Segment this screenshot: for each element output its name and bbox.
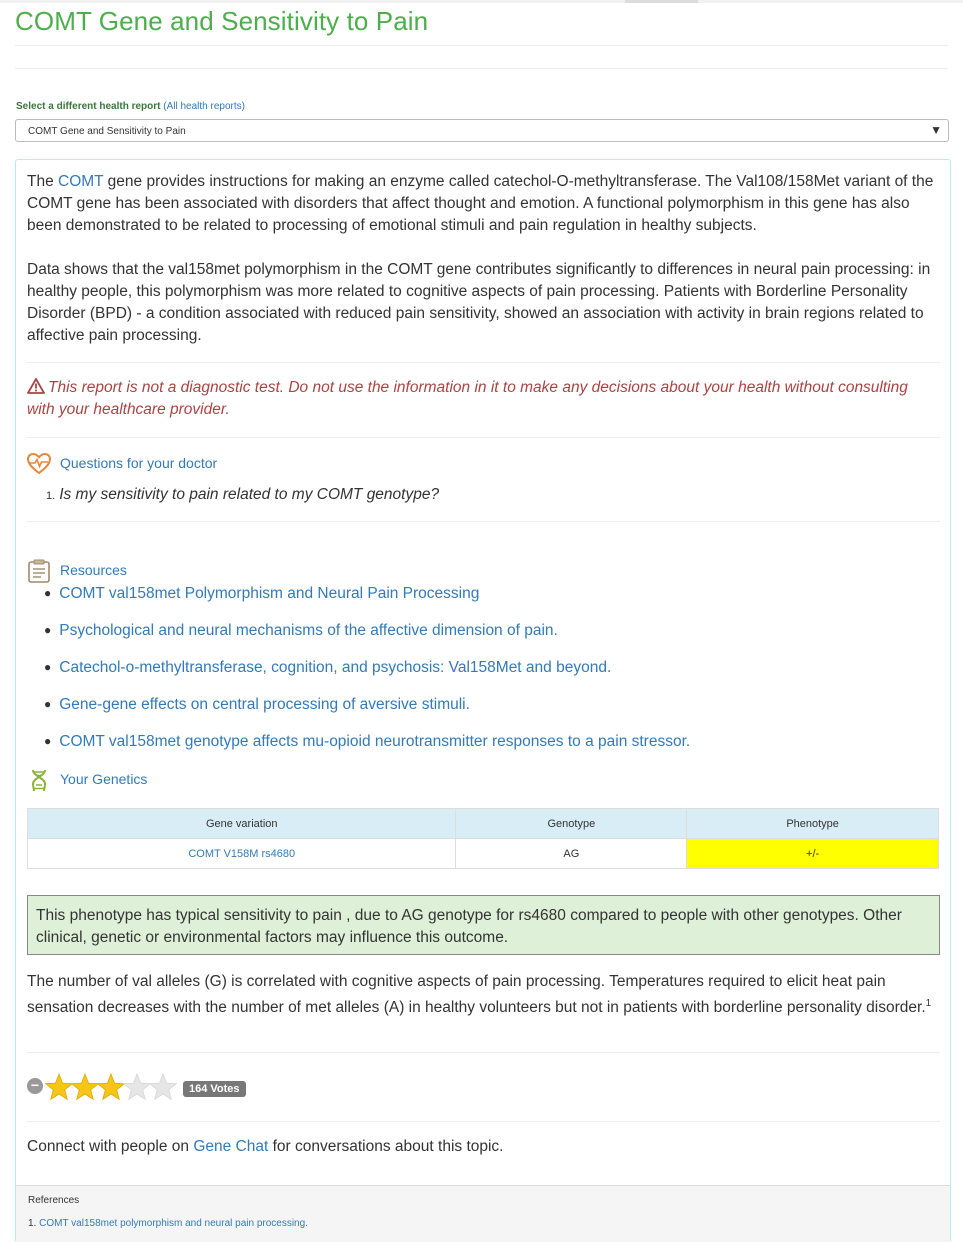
- intro-text: gene provides instructions for making an enzyme called catechol-O-methyltransferase. The Val108/158Met variant of the COMT gene has been associated with disorders that affect thought and emotion. A functional polymorphism in this gene has also been demonstrated to be related to processing of emotional stimuli and pain regulation in healthy subjects.: [27, 173, 934, 234]
- divider: [27, 521, 940, 522]
- top-bar: [0, 0, 963, 3]
- genetics-heading-label: Your Genetics: [60, 771, 148, 787]
- star-rating[interactable]: [45, 1073, 205, 1103]
- references-heading: References: [28, 1195, 80, 1206]
- star-icon-empty[interactable]: [150, 1074, 177, 1099]
- dna-icon: [27, 768, 51, 792]
- table-header-row: [28, 809, 939, 839]
- gene-chat-line: [27, 1136, 942, 1158]
- divider: [27, 362, 940, 363]
- resources-heading-label: Resources: [60, 562, 127, 578]
- bullet: ●: [44, 586, 52, 600]
- resource-link[interactable]: COMT val158met Polymorphism and Neural Pain Processing: [59, 585, 480, 602]
- minus-circle-icon[interactable]: −: [27, 1078, 43, 1094]
- divider: [27, 1052, 940, 1053]
- intro-text: The: [27, 173, 59, 190]
- clipboard-icon: [27, 559, 51, 583]
- genetics-table: [27, 808, 939, 869]
- report-select-label: [16, 101, 245, 112]
- star-icon-empty[interactable]: [124, 1074, 151, 1099]
- questions-heading-label: Questions for your doctor: [60, 455, 218, 471]
- table-row: [28, 839, 939, 869]
- star-icon-filled[interactable]: [72, 1074, 99, 1099]
- disclaimer-text: This report is not a diagnostic test. Do not use the information in it to make any decisions about your health without consulting with your healthcare provider.: [27, 379, 908, 418]
- result-detail: [27, 971, 942, 1019]
- gene-variation-link[interactable]: COMT V158M rs4680: [28, 839, 456, 869]
- health-report-selected-value: COMT Gene and Sensitivity to Pain: [28, 126, 186, 137]
- question-number: 1.: [46, 490, 56, 502]
- divider: [27, 437, 940, 438]
- phenotype-cell: +/-: [687, 839, 939, 869]
- genotype-cell: AG: [456, 839, 687, 869]
- column-header: Phenotype: [687, 809, 939, 839]
- resource-item[interactable]: [44, 585, 479, 603]
- star-icon-filled[interactable]: [98, 1074, 125, 1099]
- footnote-ref[interactable]: 1: [925, 998, 932, 1009]
- bullet: ●: [44, 697, 52, 711]
- intro-paragraph-2: Data shows that the val158met polymorphism in the COMT gene contributes significantly to differences in neural pain processing: in healthy people, this polymorphism was more related to cognitive aspects of pain processing. Patients with Borderline Personality Disorder (BPD) - a condition associated with reduced pain sensitivity, showed an association with activity in brain regions related to affective pain processing.: [27, 261, 931, 344]
- triangle-down-icon: ▼: [930, 123, 942, 137]
- tab-indicator: [625, 0, 698, 3]
- divider: [15, 68, 948, 69]
- resource-link[interactable]: COMT val158met genotype affects mu-opioid neurotransmitter responses to a pain stressor.: [59, 733, 691, 750]
- reference-number: 1.: [28, 1218, 37, 1229]
- resource-link[interactable]: Catechol-o-methyltransferase, cognition, and psychosis: Val158Met and beyond.: [59, 659, 612, 676]
- health-report-select[interactable]: [15, 119, 949, 142]
- resource-item[interactable]: [44, 696, 470, 714]
- gene-chat-link[interactable]: Gene Chat: [193, 1138, 269, 1155]
- warning-triangle-icon: [27, 378, 45, 394]
- resource-link[interactable]: Gene-gene effects on central processing of aversive stimuli.: [59, 696, 470, 713]
- comt-link[interactable]: COMT: [58, 173, 104, 190]
- question-item: [46, 486, 439, 504]
- heart-pulse-icon: [27, 452, 51, 476]
- votes-badge: 164 Votes: [183, 1081, 246, 1097]
- resource-item[interactable]: [44, 733, 690, 751]
- resource-link[interactable]: Psychological and neural mechanisms of the affective dimension of pain.: [59, 622, 558, 639]
- all-health-reports-link[interactable]: (All health reports): [163, 101, 245, 112]
- page-title: COMT Gene and Sensitivity to Pain: [15, 6, 429, 36]
- question-text: Is my sensitivity to pain related to my COMT genotype?: [59, 486, 440, 503]
- bullet: ●: [44, 660, 52, 674]
- divider: [15, 45, 948, 46]
- column-header: Genotype: [456, 809, 687, 839]
- report-select-label-text: Select a different health report: [16, 101, 161, 112]
- phenotype-alert: This phenotype has typical sensitivity to pain , due to AG genotype for rs4680 compared to people with other genotypes. Other clinical, genetic or environmental factors may influence this outcome.: [27, 895, 940, 955]
- reference-link[interactable]: COMT val158met polymorphism and neural pain processing.: [39, 1218, 308, 1229]
- disclaimer-warning: [27, 377, 937, 421]
- references-footer: [16, 1185, 950, 1242]
- resource-item[interactable]: [44, 659, 611, 677]
- star-icon-filled[interactable]: [46, 1074, 73, 1099]
- reference-item: [28, 1218, 308, 1229]
- result-detail-text: The number of val alleles (G) is correlated with cognitive aspects of pain processing. Temperatures required to elicit heat pain sensation decreases with the number of met alleles (A) in healthy volunteers but not in patients with borderline personality disorder.: [27, 973, 926, 1017]
- column-header: Gene variation: [28, 809, 456, 839]
- divider: [27, 1121, 940, 1122]
- intro-paragraph-1: [27, 171, 942, 237]
- bullet: ●: [44, 623, 52, 637]
- bullet: ●: [44, 734, 52, 748]
- resource-item[interactable]: [44, 622, 558, 640]
- chat-text: Connect with people on: [27, 1138, 194, 1155]
- chat-text: for conversations about this topic.: [268, 1138, 504, 1155]
